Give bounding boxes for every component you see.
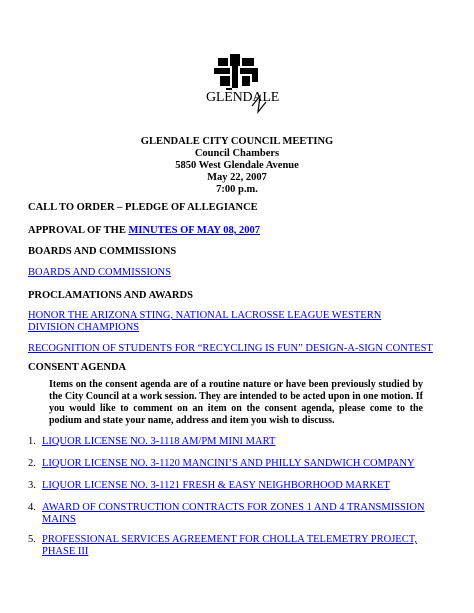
approval-prefix: APPROVAL OF THE — [28, 225, 129, 236]
meeting-location: Council Chambers — [194, 148, 280, 159]
boards-link[interactable]: BOARDS AND COMMISSIONS — [28, 267, 171, 278]
meeting-header — [0, 136, 474, 196]
boards-link-row — [28, 267, 171, 279]
item-number: 5. — [28, 534, 36, 545]
recycling-contest-link[interactable]: RECOGNITION OF STUDENTS FOR “RECYCLING IS FUN” DESIGN-A-SIGN CONTEST — [28, 343, 433, 354]
liquor-license-3-1121-link[interactable]: LIQUOR LICENSE NO. 3-1121 FRESH & EASY NEIGHBORHOOD MARKET — [42, 480, 390, 491]
recycling-link-row — [28, 343, 433, 355]
meeting-date: May 22, 2007 — [207, 172, 267, 183]
boards-heading: BOARDS AND COMMISSIONS — [28, 246, 177, 257]
liquor-license-3-1120-link[interactable]: LIQUOR LICENSE NO. 3-1120 MANCINI’S AND PHILLY SANDWICH COMPANY — [42, 458, 415, 469]
glendale-emblem-icon — [196, 52, 282, 122]
glendale-logo — [196, 52, 282, 122]
meeting-address: 5850 West Glendale Avenue — [175, 160, 299, 171]
transmission-mains-contract-link[interactable]: AWARD OF CONSTRUCTION CONTRACTS FOR ZONES 1 AND 4 TRANSMISSION MAINS — [42, 502, 425, 525]
item-number: 1. — [28, 436, 36, 447]
minutes-link[interactable]: MINUTES OF MAY 08, 2007 — [128, 225, 261, 236]
call-to-order-heading: CALL TO ORDER – PLEDGE OF ALLEGIANCE — [28, 202, 258, 213]
meeting-title: GLENDALE CITY COUNCIL MEETING — [140, 136, 334, 147]
item-number: 2. — [28, 458, 36, 469]
item-number: 4. — [28, 502, 36, 513]
logo-wordmark: GLENDALE — [206, 90, 280, 105]
liquor-license-3-1118-link[interactable]: LIQUOR LICENSE NO. 3-1118 AM/PM MINI MART — [42, 436, 276, 447]
cholla-telemetry-agreement-link[interactable]: PROFESSIONAL SERVICES AGREEMENT FOR CHOLLA TELEMETRY PROJECT, PHASE III — [42, 534, 417, 557]
item-number: 3. — [28, 480, 36, 491]
sting-link-row — [28, 310, 428, 334]
arizona-sting-link[interactable]: HONOR THE ARIZONA STING, NATIONAL LACROSSE LEAGUE WESTERN DIVISION CHAMPIONS — [28, 310, 382, 333]
consent-heading: CONSENT AGENDA — [28, 362, 127, 373]
proclamations-heading: PROCLAMATIONS AND AWARDS — [28, 290, 193, 301]
approval-heading — [28, 225, 260, 237]
meeting-time: 7:00 p.m. — [216, 184, 258, 195]
consent-note: Items on the consent agenda are of a routine nature or have been previously studied by the City Council at a work session. They are intended to be acted upon in one motion. If you would like to comment on an item on the consent agenda, please come to the podium and state your name, address and item you wish to discuss. — [49, 379, 423, 426]
